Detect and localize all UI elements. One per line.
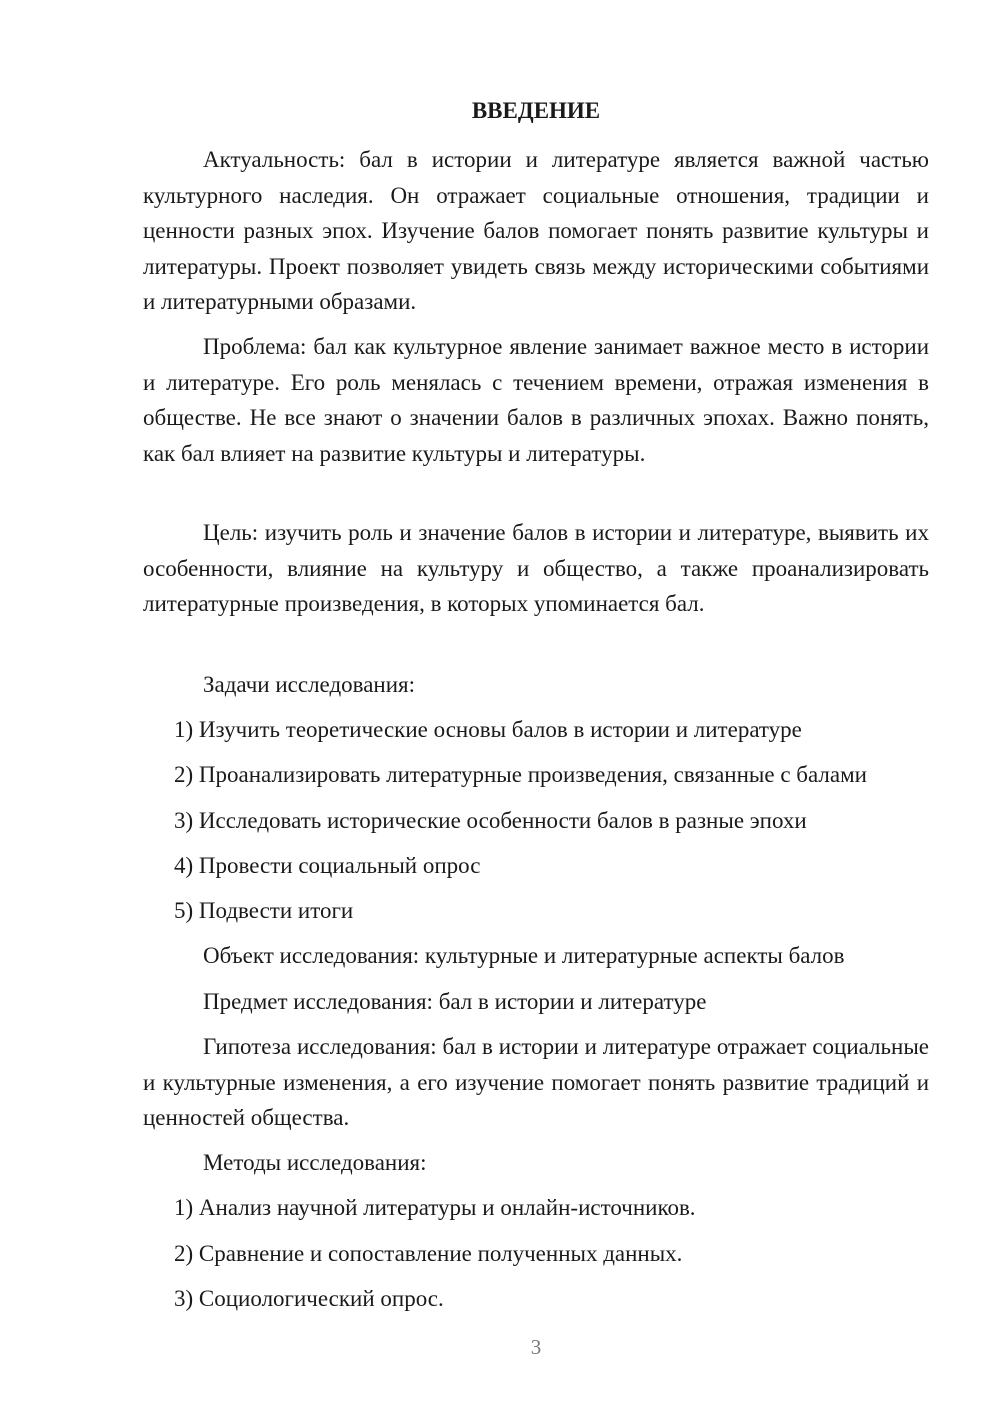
methods-heading: Методы исследования: xyxy=(203,1150,427,1175)
research-subject: Предмет исследования: бал в истории и литературе xyxy=(203,989,707,1014)
relevance-paragraph: Актуальность: бал в истории и литературе является важной частью культурного наследия. Он отражает социальные отношения, традиции и ценности разных эпох. Изучение балов помогает понять развитие культуры и литературы. Проект позволяет увидеть связь между историческими событиями и литературными образами. xyxy=(143,147,929,314)
section-title: ВВЕДЕНИЕ xyxy=(471,98,601,123)
goal-paragraph: Цель: изучить роль и значение балов в истории и литературе, выявить их особенности, влияние на культуру и общество, а также проанализировать литературные произведения, в которых упоминается бал. xyxy=(143,520,929,616)
method-item-1: 1) Анализ научной литературы и онлайн-источников. xyxy=(174,1195,696,1220)
task-item-1: 1) Изучить теоретические основы балов в истории и литературе xyxy=(174,717,802,742)
research-object: Объект исследования: культурные и литературные аспекты балов xyxy=(203,943,845,968)
tasks-heading: Задачи исследования: xyxy=(203,672,416,697)
task-item-4: 4) Провести социальный опрос xyxy=(174,853,481,878)
problem-paragraph: Проблема: бал как культурное явление занимает важное место в истории и литературе. Его роль менялась с течением времени, отражая изменения в обществе. Не все знают о значении балов в различных эпохах. Важно понять, как бал влияет на развитие культуры и литературы. xyxy=(143,334,929,466)
method-item-3: 3) Социологический опрос. xyxy=(174,1286,444,1311)
task-item-5: 5) Подвести итоги xyxy=(174,898,354,923)
hypothesis-paragraph: Гипотеза исследования: бал в истории и литературе отражает социальные и культурные изменения, а его изучение помогает понять развитие традиций и ценностей общества. xyxy=(143,1034,929,1130)
task-item-3: 3) Исследовать исторические особенности балов в разные эпохи xyxy=(174,808,807,833)
task-item-2: 2) Проанализировать литературные произведения, связанные с балами xyxy=(174,762,867,787)
method-item-2: 2) Сравнение и сопоставление полученных данных. xyxy=(174,1241,683,1266)
page-number: 3 xyxy=(530,1335,542,1359)
